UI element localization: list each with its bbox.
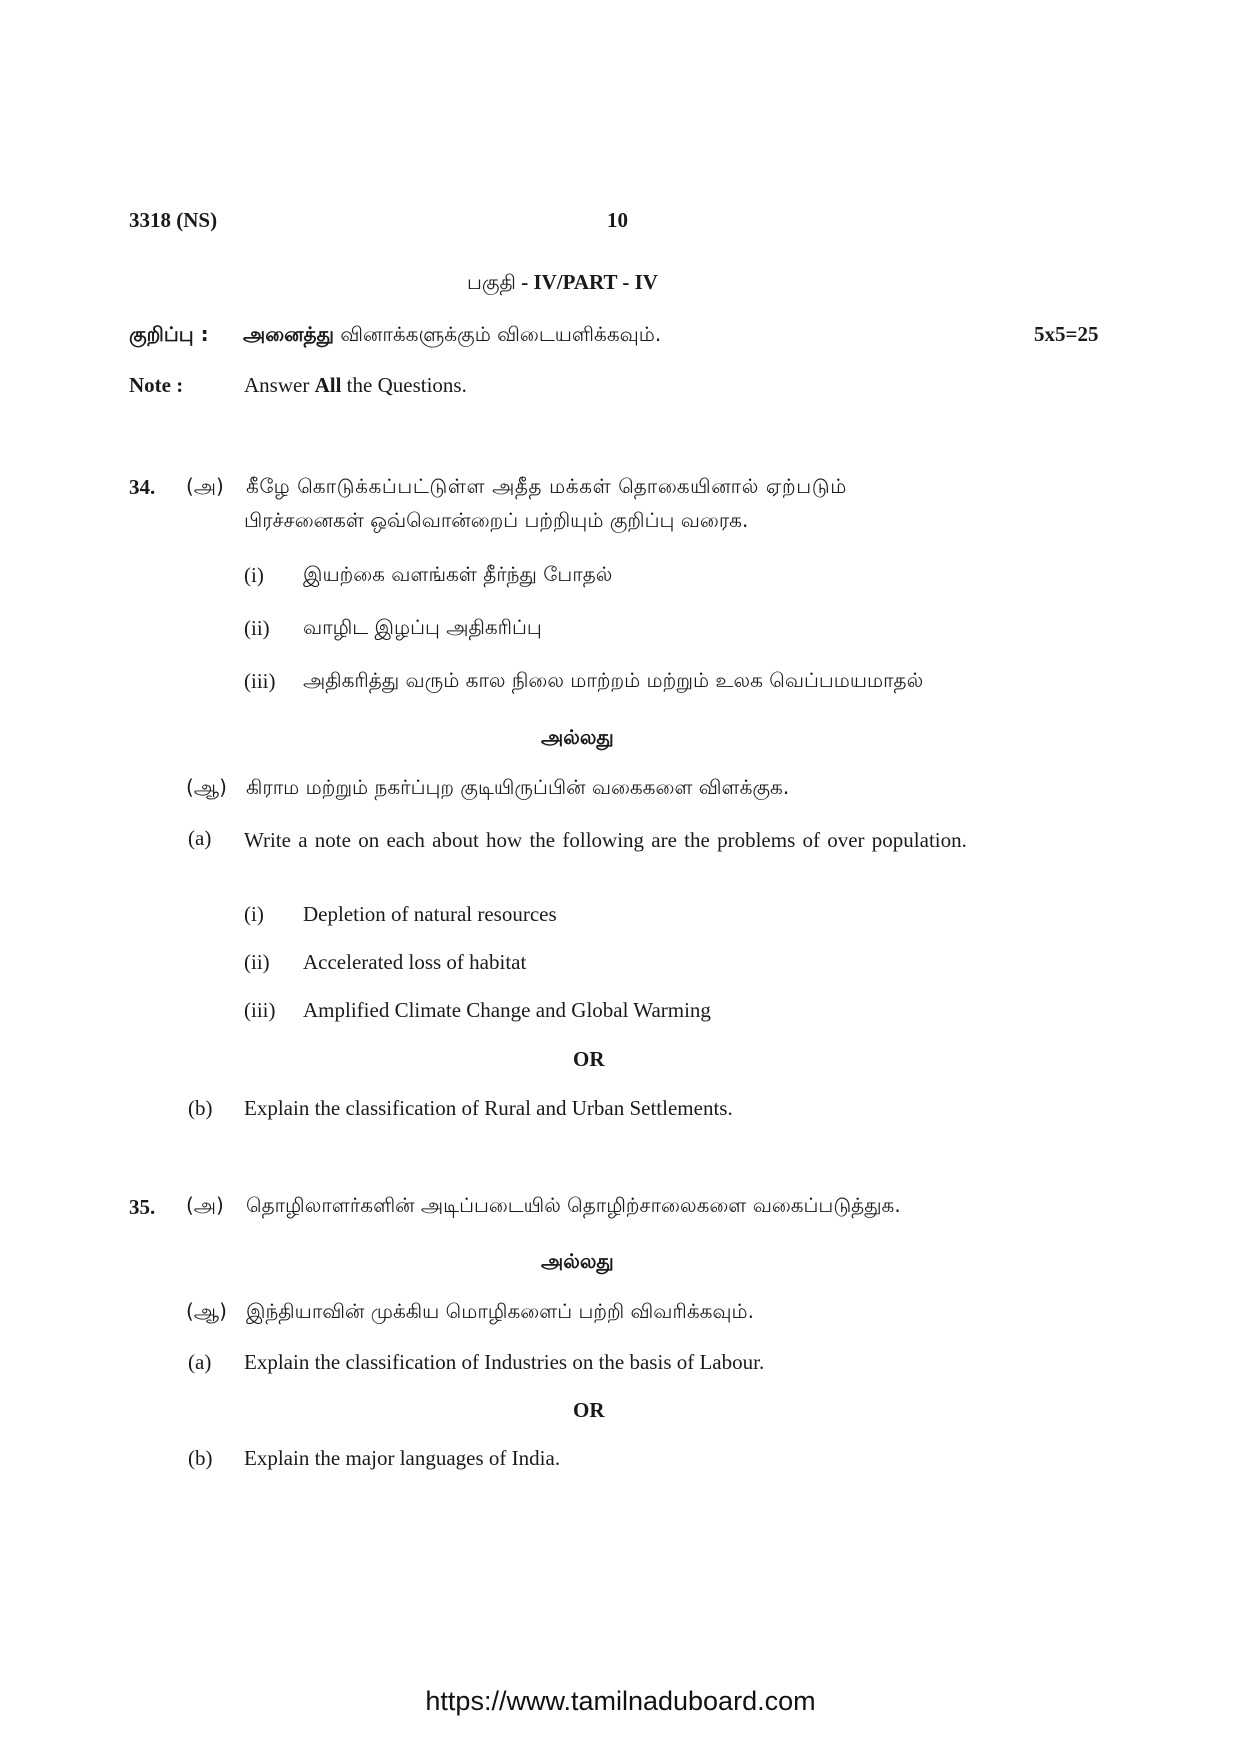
q35-or-english: OR (573, 1398, 605, 1422)
q34-b-english-text: Explain the classification of Rural and Urban Settlements. (244, 1096, 733, 1120)
q34-or-tamil: அல்லது (541, 725, 614, 749)
q34-b-tamil-marker: (ஆ) (186, 775, 227, 799)
q35-b-tamil-marker: (ஆ) (186, 1299, 227, 1323)
q34-a-tamil-item-num: (iii) (244, 669, 276, 693)
q34-a-tamil-line2: பிரச்சனைகள் ஒவ்வொன்றைப் பற்றியும் குறிப்பு வரைக. (244, 508, 749, 532)
q35-b-tamil-text: இந்தியாவின் முக்கிய மொழிகளைப் பற்றி விவரிக்கவும். (246, 1299, 754, 1323)
section-title-tamil: பகுதி (467, 270, 516, 294)
total-marks: 5x5=25 (1034, 322, 1099, 346)
q34-b-english-marker: (b) (188, 1096, 213, 1120)
q34-a-tamil-item: அதிகரித்து வரும் கால நிலை மாற்றம் மற்றும் உலக வெப்பமயமாதல் (303, 668, 924, 692)
q35-b-english-text: Explain the major languages of India. (244, 1446, 561, 1470)
q35-a-english-marker: (a) (188, 1350, 212, 1374)
page-number: 10 (607, 208, 628, 232)
q34-a-tamil-item: இயற்கை வளங்கள் தீர்ந்து போதல் (303, 562, 613, 586)
q35-a-english-text: Explain the classification of Industries on the basis of Labour. (244, 1350, 765, 1374)
q34-a-english-item: Amplified Climate Change and Global Warming (303, 998, 711, 1022)
q35-a-tamil-marker: (அ) (186, 1193, 224, 1217)
q34-a-english-item-num: (iii) (244, 998, 276, 1022)
section-title: பகுதி - IV/PART - IV (467, 270, 658, 294)
q34-b-tamil-text: கிராம மற்றும் நகர்ப்புற குடியிருப்பின் வகைகளை விளக்குக. (246, 775, 790, 799)
footer-url[interactable]: https://www.tamilnaduboard.com (425, 1686, 816, 1716)
note-english-label: Note : (129, 373, 184, 397)
q34-a-english-text: Write a note on each about how the following are the problems of over population. (244, 828, 967, 852)
q34-a-tamil-item: வாழிட இழப்பு அதிகரிப்பு (303, 615, 542, 639)
q34-a-english-marker: (a) (188, 826, 212, 850)
q34-or-english: OR (573, 1047, 605, 1071)
q34-a-tamil-line1: கீழே கொடுக்கப்பட்டுள்ள அதீத மக்கள் தொகையினால் ஏற்படும் (246, 474, 847, 498)
note-tamil-text: அனைத்து வினாக்களுக்கும் விடையளிக்கவும். (243, 322, 662, 346)
q35-b-english-marker: (b) (188, 1446, 213, 1470)
q35-or-tamil: அல்லது (541, 1249, 614, 1273)
section-title-english: IV/PART - IV (533, 270, 658, 294)
q34-a-tamil-marker: (அ) (186, 474, 224, 498)
paper-code: 3318 (NS) (129, 208, 218, 232)
question-34-number: 34. (129, 475, 156, 499)
note-english-text: Answer All the Questions. (244, 373, 467, 397)
q34-a-tamil-item-num: (i) (244, 563, 264, 587)
q34-a-tamil-item-num: (ii) (244, 616, 270, 640)
q34-a-english-item: Depletion of natural resources (303, 902, 557, 926)
question-35-number: 35. (129, 1195, 156, 1219)
note-tamil-label: குறிப்பு : (129, 322, 209, 346)
q34-a-english-item-num: (ii) (244, 950, 270, 974)
q34-a-english-item: Accelerated loss of habitat (303, 950, 527, 974)
q34-a-english-item-num: (i) (244, 902, 264, 926)
q35-a-tamil-text: தொழிலாளர்களின் அடிப்படையில் தொழிற்சாலைகளை வகைப்படுத்துக. (246, 1193, 901, 1217)
